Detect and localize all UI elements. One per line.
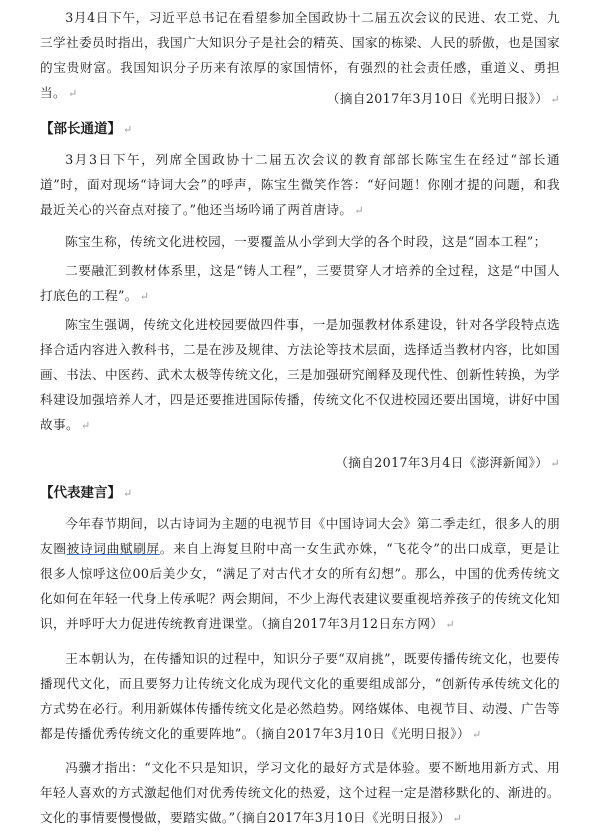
paragraph-minister-4 (40, 312, 560, 438)
heading-text: 【代表建言】 (40, 485, 121, 501)
paragraph-mark-icon: ↵ (123, 487, 133, 500)
paragraph-minister-3 (40, 258, 560, 309)
paragraph-text: 3月3日下午，列席全国政协十二届五次会议的教育部部长陈宝生在经过“部长通道”时，面对现场“诗词大会”的呼声，陈宝生微笑作答：“好问题！你刚才提的问题，和我最近关心的兴奋点对接了。”他还当场吟诵了两首唐诗。 (40, 152, 560, 217)
source-text: （摘自2017年3月4日《澎湃新闻》） (335, 455, 549, 470)
paragraph-mark-icon: ↵ (123, 123, 133, 136)
paragraph-mark-icon: ↵ (550, 457, 560, 470)
paragraph-text: 。来自上海复旦附中高一女生武亦姝，“飞花令”的出口成章，更是让很多人惊呼这位00后美少女，“满足了对古代才女的所有幻想”。那么，中国的优秀传统文化如何在年轻一代身上传承呢？两会期间，不少上海代表建议要重视培养孩子的传统文化知识，并呼吁大力促进传统教育进课堂。（摘自2017年3月12日东方网） (40, 541, 560, 631)
paragraph-text: 二要融汇到教材体系里，这是“铸人工程”，三要贯穿人才培养的全过程，这是“中国人打底色的工程”。 (40, 263, 560, 303)
paragraph-minister-2 (40, 229, 560, 254)
paragraph-mark-icon: ↵ (68, 87, 78, 100)
underlined-phrase: 被诗词曲赋刷屏 (66, 541, 160, 556)
paragraph-text: 3月4日下午，习近平总书记在看望参加全国政协十二届五次会议的民进、农工党、九三学社委员时指出，我国广大知识分子是社会的精英、国家的栋梁、人民的骄傲，也是国家的宝贵财富。我国知识分子历来有浓厚的家国情怀，有强烈的社会责任感，重道义、勇担当。 (40, 10, 560, 100)
section-heading-minister (40, 119, 132, 140)
paragraph-text: 今年春节期间，以古诗词为主题的电视节目《中国诗词大会》第二季走红，很多人的朋友圈 (40, 516, 560, 556)
paragraph-text: 王本朝认为，在传播知识的过程中，知识分子要“双肩挑”，既要传播传统文化，也要传播现代文化，而且要努力让传统文化成为现代文化的重要组成部分，“创新传承传统文化的方式势在必行。利用新媒体传播传统文化是必然趋势。网络媒体、电视节目、动漫、广告等都是传播优秀传统文化的重要阵地”。（摘自2017年3月10日《光明日报》） (40, 651, 560, 741)
section-heading-delegates (40, 483, 132, 504)
paragraph-mark-icon: ↵ (445, 618, 456, 631)
paragraph-mark-icon: ↵ (550, 93, 560, 106)
paragraph-text: 冯骥才指出：“文化不只是知识，学习文化的最好方式是体验。要不断地用新方式、用年轻人喜欢的方式激起他们对优秀传统文化的热爱，这个过程一定是潜移默化的、渐进的。文化的事情要慢慢做，要踏实做。”（摘自2017年3月10日《光明日报》） (40, 760, 560, 825)
paragraph-mark-icon: ↵ (139, 290, 150, 303)
paragraph-delegates-2 (40, 646, 560, 747)
paragraph-mark-icon: ↵ (80, 419, 91, 432)
source-citation (40, 86, 560, 112)
paragraph-text: 陈宝生强调，传统文化进校园要做四件事，一是加强教材体系建设，针对各学段特点选择合适内容进入教科书，二是在涉及规律、方法论等技术层面，选择适当教材内容，比如国画、书法、中医药、武术太极等传统文化，三是加强研究阐释及现代性、创新性转换，为学科建设加强培养人才，四是还要推进国际传播，传统文化不仅进校园还要出国境，讲好中国故事。 (40, 317, 560, 432)
paragraph-mark-icon: ↵ (452, 812, 463, 825)
source-text: （摘自2017年3月10日《光明日报》） (326, 91, 549, 106)
heading-text: 【部长通道】 (40, 121, 121, 137)
source-citation (40, 450, 560, 476)
paragraph-delegates-1 (40, 511, 560, 637)
paragraph-mark-icon: ↵ (471, 728, 482, 741)
paragraph-delegates-3 (40, 755, 560, 831)
paragraph-text: 陈宝生称，传统文化进校园，一要覆盖从小学到大学的各个时段，这是“固本工程”； (65, 234, 547, 249)
paragraph-minister-1 (40, 147, 560, 223)
paragraph-mark-icon: ↵ (354, 204, 365, 217)
